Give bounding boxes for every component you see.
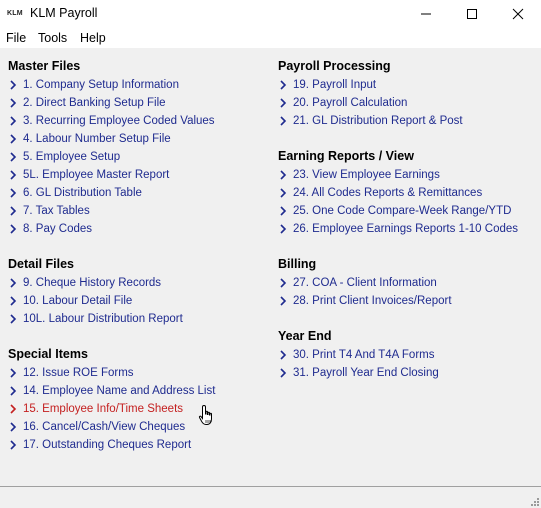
menu-link-tax-tables[interactable]	[8, 203, 90, 219]
maximize-icon	[466, 8, 478, 20]
menu-file[interactable]: File	[6, 31, 27, 45]
link-label: 3. Recurring Employee Coded Values	[23, 115, 215, 127]
menu-link-direct-banking[interactable]	[8, 95, 166, 111]
chevron-right-icon	[278, 80, 288, 90]
link-label: 12. Issue ROE Forms	[23, 367, 134, 379]
close-button[interactable]	[495, 0, 541, 28]
menu-link-payroll-year-end-closing[interactable]	[278, 365, 439, 381]
link-label: 28. Print Client Invoices/Report	[293, 295, 452, 307]
link-label: 6. GL Distribution Table	[23, 187, 142, 199]
window-title: KLM Payroll	[30, 6, 98, 20]
chevron-right-icon	[8, 440, 18, 450]
menu-link-cheque-history[interactable]	[8, 275, 161, 291]
title-bar	[0, 0, 541, 28]
chevron-right-icon	[278, 98, 288, 108]
chevron-right-icon	[278, 296, 288, 306]
link-label: 8. Pay Codes	[23, 223, 93, 235]
chevron-right-icon	[8, 206, 18, 216]
chevron-right-icon	[8, 134, 18, 144]
chevron-right-icon	[8, 386, 18, 396]
chevron-right-icon	[278, 188, 288, 198]
menu-link-print-client-invoices[interactable]	[278, 293, 452, 309]
link-label: 2. Direct Banking Setup File	[23, 97, 166, 109]
menu-link-cancel-cash-view-cheques[interactable]	[8, 419, 185, 435]
menu-link-issue-roe-forms[interactable]	[8, 365, 134, 381]
menu-link-one-code-compare[interactable]	[278, 203, 511, 219]
menu-link-payroll-calculation[interactable]	[278, 95, 407, 111]
menu-bar	[0, 28, 541, 48]
maximize-button[interactable]	[449, 0, 495, 28]
chevron-right-icon	[278, 368, 288, 378]
link-label: 1. Company Setup Information	[23, 79, 179, 91]
link-label: 10L. Labour Distribution Report	[23, 313, 183, 325]
menu-link-labour-detail-file[interactable]	[8, 293, 132, 309]
menu-link-gl-distribution-table[interactable]	[8, 185, 142, 201]
menu-link-pay-codes[interactable]	[8, 221, 92, 237]
menu-tools[interactable]: Tools	[38, 31, 68, 45]
chevron-right-icon	[8, 422, 18, 432]
section-title-special-items: Special Items	[8, 347, 88, 361]
menu-link-employee-setup[interactable]	[8, 149, 120, 165]
resize-grip-icon[interactable]	[529, 496, 539, 506]
link-label: 14. Employee Name and Address List	[23, 385, 216, 397]
menu-link-recurring-coded-values[interactable]	[8, 113, 215, 129]
chevron-right-icon	[278, 170, 288, 180]
link-label: 26. Employee Earnings Reports 1-10 Codes	[293, 223, 519, 235]
chevron-right-icon	[8, 152, 18, 162]
menu-link-company-setup[interactable]	[8, 77, 179, 93]
menu-link-outstanding-cheques-report[interactable]	[8, 437, 191, 453]
link-label: 17. Outstanding Cheques Report	[23, 439, 192, 451]
minimize-icon	[420, 8, 432, 20]
chevron-right-icon	[278, 206, 288, 216]
minimize-button[interactable]	[403, 0, 449, 28]
link-label: 4. Labour Number Setup File	[23, 133, 171, 145]
link-label: 23. View Employee Earnings	[293, 169, 440, 181]
chevron-right-icon	[8, 224, 18, 234]
app-logo: KLM	[7, 10, 23, 17]
menu-help[interactable]: Help	[80, 31, 106, 45]
menu-link-labour-number-setup[interactable]	[8, 131, 171, 147]
link-label: 5L. Employee Master Report	[23, 169, 170, 181]
chevron-right-icon	[8, 296, 18, 306]
link-label: 25. One Code Compare-Week Range/YTD	[293, 205, 512, 217]
status-bar	[0, 486, 541, 508]
menu-link-gl-distribution-report-post[interactable]	[278, 113, 463, 129]
hand-pointer-cursor-icon	[198, 404, 218, 426]
link-label: 10. Labour Detail File	[23, 295, 133, 307]
chevron-right-icon	[8, 80, 18, 90]
menu-link-view-employee-earnings[interactable]	[278, 167, 440, 183]
menu-link-all-codes-reports[interactable]	[278, 185, 482, 201]
link-label: 21. GL Distribution Report & Post	[293, 115, 463, 127]
chevron-right-icon	[278, 224, 288, 234]
section-title-billing: Billing	[278, 257, 317, 271]
link-label: 5. Employee Setup	[23, 151, 121, 163]
section-title-earning-reports: Earning Reports / View	[278, 149, 414, 163]
chevron-right-icon	[8, 278, 18, 288]
menu-link-employee-master-report[interactable]	[8, 167, 169, 183]
section-title-master-files: Master Files	[8, 59, 81, 73]
chevron-right-icon	[278, 116, 288, 126]
menu-link-employee-name-address-list[interactable]	[8, 383, 215, 399]
link-label: 31. Payroll Year End Closing	[293, 367, 439, 379]
section-title-year-end: Year End	[278, 329, 332, 343]
link-label: 19. Payroll Input	[293, 79, 377, 91]
section-title-payroll-processing: Payroll Processing	[278, 59, 391, 73]
chevron-right-icon	[8, 404, 18, 414]
menu-link-employee-earnings-reports[interactable]	[278, 221, 518, 237]
chevron-right-icon	[8, 368, 18, 378]
link-label: 15. Employee Info/Time Sheets	[23, 403, 184, 415]
chevron-right-icon	[8, 170, 18, 180]
chevron-right-icon	[8, 98, 18, 108]
menu-link-print-t4-forms[interactable]	[278, 347, 434, 363]
link-label: 7. Tax Tables	[23, 205, 90, 217]
menu-link-coa-client-information[interactable]	[278, 275, 437, 291]
link-label: 16. Cancel/Cash/View Cheques	[23, 421, 186, 433]
menu-link-payroll-input[interactable]	[278, 77, 376, 93]
link-label: 30. Print T4 And T4A Forms	[293, 349, 435, 361]
menu-link-labour-distribution-report[interactable]	[8, 311, 183, 327]
link-label: 27. COA - Client Information	[293, 277, 437, 289]
link-label: 9. Cheque History Records	[23, 277, 162, 289]
chevron-right-icon	[278, 278, 288, 288]
link-label: 24. All Codes Reports & Remittances	[293, 187, 483, 199]
main-panel	[0, 48, 541, 486]
chevron-right-icon	[8, 314, 18, 324]
chevron-right-icon	[8, 116, 18, 126]
chevron-right-icon	[8, 188, 18, 198]
link-label: 20. Payroll Calculation	[293, 97, 408, 109]
section-title-detail-files: Detail Files	[8, 257, 74, 271]
menu-link-employee-info-time-sheets[interactable]	[8, 401, 183, 417]
close-icon	[512, 8, 524, 20]
chevron-right-icon	[278, 350, 288, 360]
